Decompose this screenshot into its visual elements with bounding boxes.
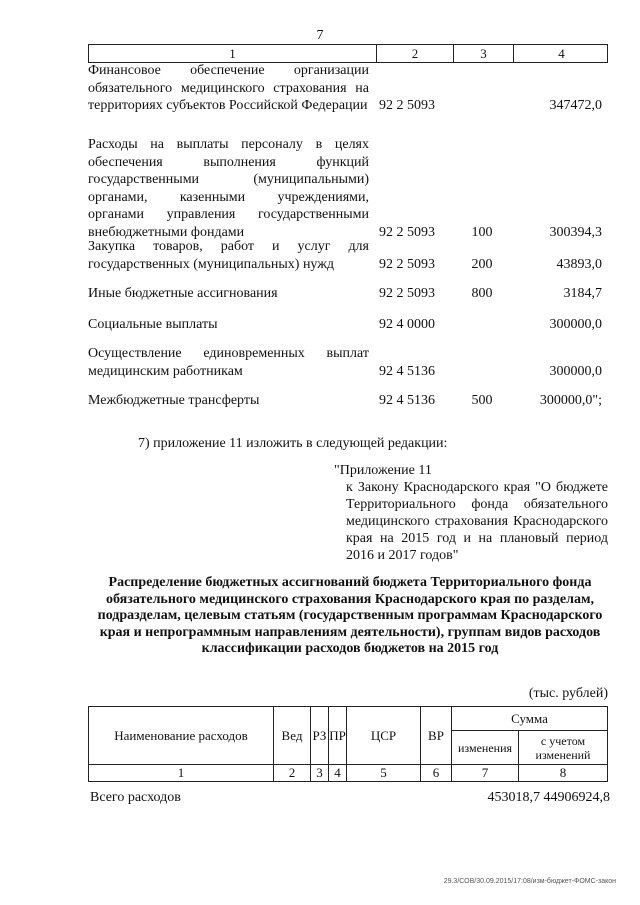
header-ved: Вед <box>274 707 311 765</box>
appendix-note <box>334 462 608 564</box>
row-sum: 300000,0"; <box>539 393 602 408</box>
row-code: 92 4 5136 <box>379 363 435 379</box>
row-code: 92 4 0000 <box>379 317 435 332</box>
header-with-change: с учетом изменений <box>519 731 608 765</box>
total-values <box>488 790 611 806</box>
distribution-table-header <box>88 706 608 782</box>
header-change: изменения <box>452 731 519 765</box>
row-sum: 3184,7 <box>563 286 602 301</box>
column-number: 6 <box>421 765 452 782</box>
row-name: Закупка товаров, работ и услуг для государственных (муниципальных) нужд <box>88 239 369 272</box>
table-row <box>88 392 608 410</box>
total-change: 453018,7 <box>487 790 540 805</box>
table-row <box>88 62 608 115</box>
row-code: 92 2 5093 <box>379 224 435 240</box>
row-group: 500 <box>471 393 493 408</box>
row-name: Расходы на выплаты персоналу в целях обеспечения выполнения функций государственными (муниципальными) органами, казенными учреждениями, органами управления государственными внебюджетными фондами <box>88 137 369 240</box>
row-code: 92 4 5136 <box>379 393 435 408</box>
column-number: 7 <box>452 765 519 782</box>
table-row <box>88 345 608 380</box>
row-group: 100 <box>471 224 493 240</box>
appendix-title: "Приложение 11 <box>334 463 432 478</box>
row-sum: 43893,0 <box>556 256 602 272</box>
column-number: 1 <box>89 765 274 782</box>
row-group: 800 <box>471 286 493 301</box>
page-number: 7 <box>316 28 324 43</box>
total-with-change: 44906924,8 <box>543 790 610 805</box>
units-label: (тыс. рублей) <box>528 686 608 701</box>
row-code: 92 2 5093 <box>379 256 435 272</box>
header-sum: Сумма <box>452 707 608 731</box>
column-number: 2 <box>376 45 453 62</box>
header-rz: РЗ <box>311 707 329 765</box>
table-row <box>88 238 608 273</box>
expenditure-table-continued <box>88 44 608 408</box>
row-name: Межбюджетные трансферты <box>88 393 260 408</box>
appendix-body: к Закону Краснодарского края "О бюджете Территориального фонда обязательного медицинского страхования Краснодарского края на 2015 год и на плановый период 2016 и 2017 годов" <box>346 480 608 563</box>
table-column-numbers <box>88 44 608 63</box>
row-sum: 300000,0 <box>549 363 602 379</box>
row-sum: 300394,3 <box>549 224 602 240</box>
row-code: 92 2 5093 <box>379 286 435 301</box>
row-name: Финансовое обеспечение организации обязательного медицинского страхования на территориях субъектов Российской Федерации <box>88 63 369 113</box>
column-number: 4 <box>513 45 609 62</box>
header-vr: ВР <box>421 707 452 765</box>
column-number: 3 <box>311 765 329 782</box>
header-pr: ПР <box>329 707 347 765</box>
row-sum: 347472,0 <box>549 98 602 113</box>
table-row <box>88 316 608 334</box>
table-row <box>88 136 608 241</box>
table-row <box>88 285 608 303</box>
column-number: 5 <box>347 765 421 782</box>
row-sum: 300000,0 <box>549 317 602 332</box>
amendment-text: 7) приложение 11 изложить в следующей редакции: <box>138 436 448 451</box>
column-number: 2 <box>274 765 311 782</box>
document-heading: Распределение бюджетных ассигнований бюджета Территориального фонда обязательного медицинского страхования Краснодарского края по разделам, подразделам, целевым статьям (государственным программам Краснодарского края и непрограммным направлениям деятельности), группам видов расходов классификации расходов бюджетов на 2015 год <box>97 575 603 656</box>
total-label: Всего расходов <box>90 790 181 805</box>
row-group: 200 <box>471 256 493 272</box>
row-name: Иные бюджетные ассигнования <box>88 286 278 301</box>
column-number: 3 <box>453 45 513 62</box>
row-name: Осуществление единовременных выплат медицинским работникам <box>88 346 369 379</box>
row-name: Социальные выплаты <box>88 317 218 332</box>
column-number: 1 <box>229 46 236 61</box>
footer-stamp: 29.3/СОВ/30.09.2015/17:08/изм-бюджет-ФОМС-закон <box>443 878 616 885</box>
header-name: Наименование расходов <box>89 707 274 765</box>
column-number: 4 <box>329 765 347 782</box>
header-csr: ЦСР <box>347 707 421 765</box>
column-number: 8 <box>519 765 608 782</box>
row-code: 92 2 5093 <box>379 98 435 113</box>
